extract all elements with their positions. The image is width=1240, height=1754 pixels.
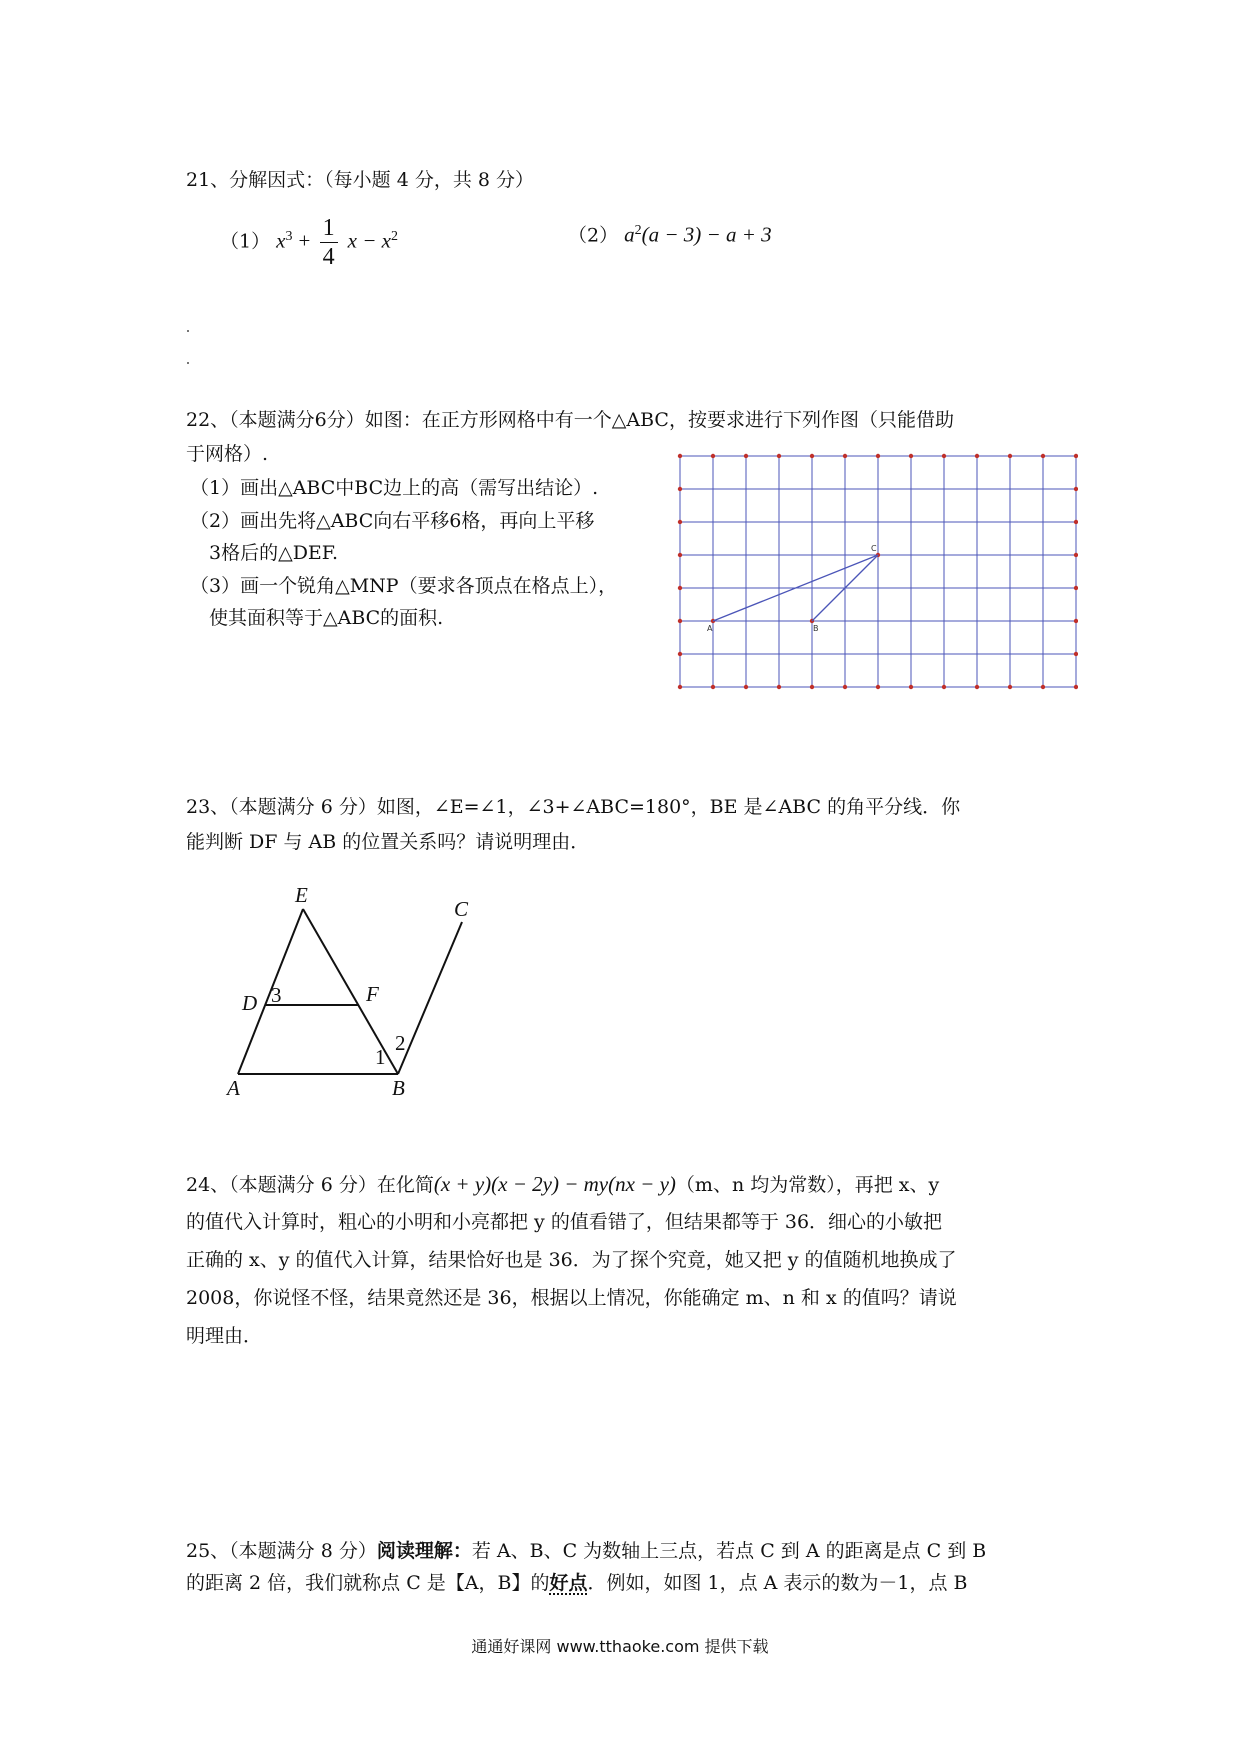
q21-part1-exp2: 2 xyxy=(390,229,398,245)
grid-point xyxy=(1074,685,1078,689)
grid-point xyxy=(711,685,715,689)
q25-line1-end: 若 A、B、C 为数轴上三点，若点 C 到 A 的距离是点 C 到 B xyxy=(471,1540,987,1562)
q22-item3b: 使其面积等于△ABC的面积. xyxy=(209,607,444,629)
q24-line3: 正确的 x、y 的值代入计算，结果恰好也是 36．为了探个究竟，她又把 y 的值随机地换成了 xyxy=(186,1249,957,1271)
q21-part2-label: （2） xyxy=(568,224,619,247)
q25-line1 xyxy=(186,1535,986,1567)
q23-line1: 23、（本题满分 6 分）如图，∠E=∠1，∠3+∠ABC=180°，BE 是∠ABC 的角平分线．你 xyxy=(186,796,961,818)
grid-point xyxy=(876,454,880,458)
grid-point xyxy=(678,487,682,491)
label-angle-2: 2 xyxy=(395,1031,406,1055)
grid-point xyxy=(975,454,979,458)
q24-line1-end: （m、n 均为常数），再把 x、y xyxy=(675,1174,940,1196)
grid-point xyxy=(843,685,847,689)
grid-label-b: B xyxy=(813,624,819,633)
grid-point xyxy=(1008,685,1012,689)
grid-point xyxy=(711,454,715,458)
grid-point xyxy=(810,685,814,689)
grid-point xyxy=(1008,454,1012,458)
q21-part1-label: （1） xyxy=(220,230,271,253)
q21-part1-fraction xyxy=(320,214,338,271)
q21-title: 21、分解因式：（每小题 4 分，共 8 分） xyxy=(186,169,535,191)
grid-point xyxy=(1074,553,1078,557)
grid-point xyxy=(1041,454,1045,458)
q22-line1: 22、（本题满分6分）如图：在正方形网格中有一个△ABC，按要求进行下列作图（只能借助 xyxy=(186,409,954,431)
stray-dot xyxy=(187,330,189,332)
q25-line2-end: ．例如，如图 1，点 A 表示的数为－1，点 B xyxy=(587,1572,968,1594)
q22-item2a: （2）画出先将△ABC向右平移6格，再向上平移 xyxy=(190,510,595,532)
grid-point xyxy=(777,454,781,458)
q25-line1-start: 25、（本题满分 8 分） xyxy=(186,1540,377,1562)
grid-point xyxy=(1074,520,1078,524)
q21-part2-a: a xyxy=(624,222,635,247)
q24-expression: (x + y)(x − 2y) − my(nx − y) xyxy=(433,1172,676,1196)
grid-label-a: A xyxy=(707,624,713,633)
q21-part2 xyxy=(568,214,772,252)
label-f: F xyxy=(366,982,379,1006)
q24-line5: 明理由． xyxy=(186,1325,263,1347)
q21-part2-exp: 2 xyxy=(634,223,642,238)
page-footer: 通通好课网 www.tthaoke.com 提供下载 xyxy=(471,1637,769,1656)
q22-item3a: （3）画一个锐角△MNP（要求各顶点在格点上）， xyxy=(190,575,618,597)
grid-point xyxy=(1041,685,1045,689)
label-d: D xyxy=(242,991,258,1015)
q21-part1-plus: + xyxy=(298,228,316,253)
q21-part2-rest: (a − 3) − a + 3 xyxy=(641,222,772,247)
grid-point xyxy=(1074,454,1078,458)
q22-line2: 于网格）. xyxy=(186,443,269,465)
q21-part1-x: x xyxy=(276,228,286,253)
q21-part1-rest: x − x xyxy=(347,228,391,253)
q25-line2 xyxy=(186,1567,968,1599)
q23-line2: 能判断 DF 与 AB 的位置关系吗？请说明理由． xyxy=(186,831,590,853)
grid-point xyxy=(909,685,913,689)
q25-line2-start: 的距离 2 倍，我们就称点 C 是【A，B】的 xyxy=(186,1572,550,1594)
q25-good-point: 好点 xyxy=(549,1572,588,1594)
grid-point xyxy=(909,454,913,458)
q23-geometry-figure xyxy=(215,882,485,1102)
ray-bc xyxy=(398,922,462,1074)
label-angle-1: 1 xyxy=(375,1045,386,1069)
label-angle-3: 3 xyxy=(271,983,282,1007)
label-e: E xyxy=(295,883,308,907)
grid-point xyxy=(1074,652,1078,656)
grid-point xyxy=(678,619,682,623)
q24-line1-start: 24、（本题满分 6 分）在化简 xyxy=(186,1174,434,1196)
grid-label-c: C xyxy=(871,544,877,553)
q21-part1-exp3: 3 xyxy=(285,229,293,245)
grid-point xyxy=(942,454,946,458)
q22-item2b: 3格后的△DEF. xyxy=(209,542,339,564)
grid-point xyxy=(744,685,748,689)
grid-point xyxy=(1074,586,1078,590)
label-b: B xyxy=(392,1076,405,1100)
grid-point xyxy=(678,652,682,656)
grid-point xyxy=(777,685,781,689)
grid-point xyxy=(876,685,880,689)
grid-point xyxy=(678,586,682,590)
q22-item1: （1）画出△ABC中BC边上的高（需写出结论）. xyxy=(190,477,599,499)
grid-point xyxy=(678,520,682,524)
q24-line4: 2008，你说怪不怪，结果竟然还是 36，根据以上情况，你能确定 m、n 和 x 的值吗？请说 xyxy=(186,1287,957,1309)
q21-part1 xyxy=(220,214,398,271)
grid-point xyxy=(678,454,682,458)
q22-grid-figure xyxy=(676,452,1078,700)
grid-point xyxy=(1074,619,1078,623)
grid-point xyxy=(678,685,682,689)
grid-point xyxy=(843,454,847,458)
grid-lines xyxy=(680,456,1076,687)
q25-reading-comprehension: 阅读理解： xyxy=(376,1540,472,1562)
q21-fraction-numerator: 1 xyxy=(320,214,338,243)
grid-point xyxy=(1074,487,1078,491)
grid-point xyxy=(744,454,748,458)
label-a: A xyxy=(227,1076,240,1100)
grid-point xyxy=(810,454,814,458)
grid-point xyxy=(678,553,682,557)
q21-fraction-denominator: 4 xyxy=(322,244,335,270)
grid-point xyxy=(975,685,979,689)
grid-point xyxy=(942,685,946,689)
label-c: C xyxy=(454,897,469,921)
q24-line2: 的值代入计算时，粗心的小明和小亮都把 y 的值看错了，但结果都等于 36．细心的小敏把 xyxy=(186,1211,943,1233)
q24-line1 xyxy=(186,1168,939,1201)
stray-dot xyxy=(187,362,189,364)
